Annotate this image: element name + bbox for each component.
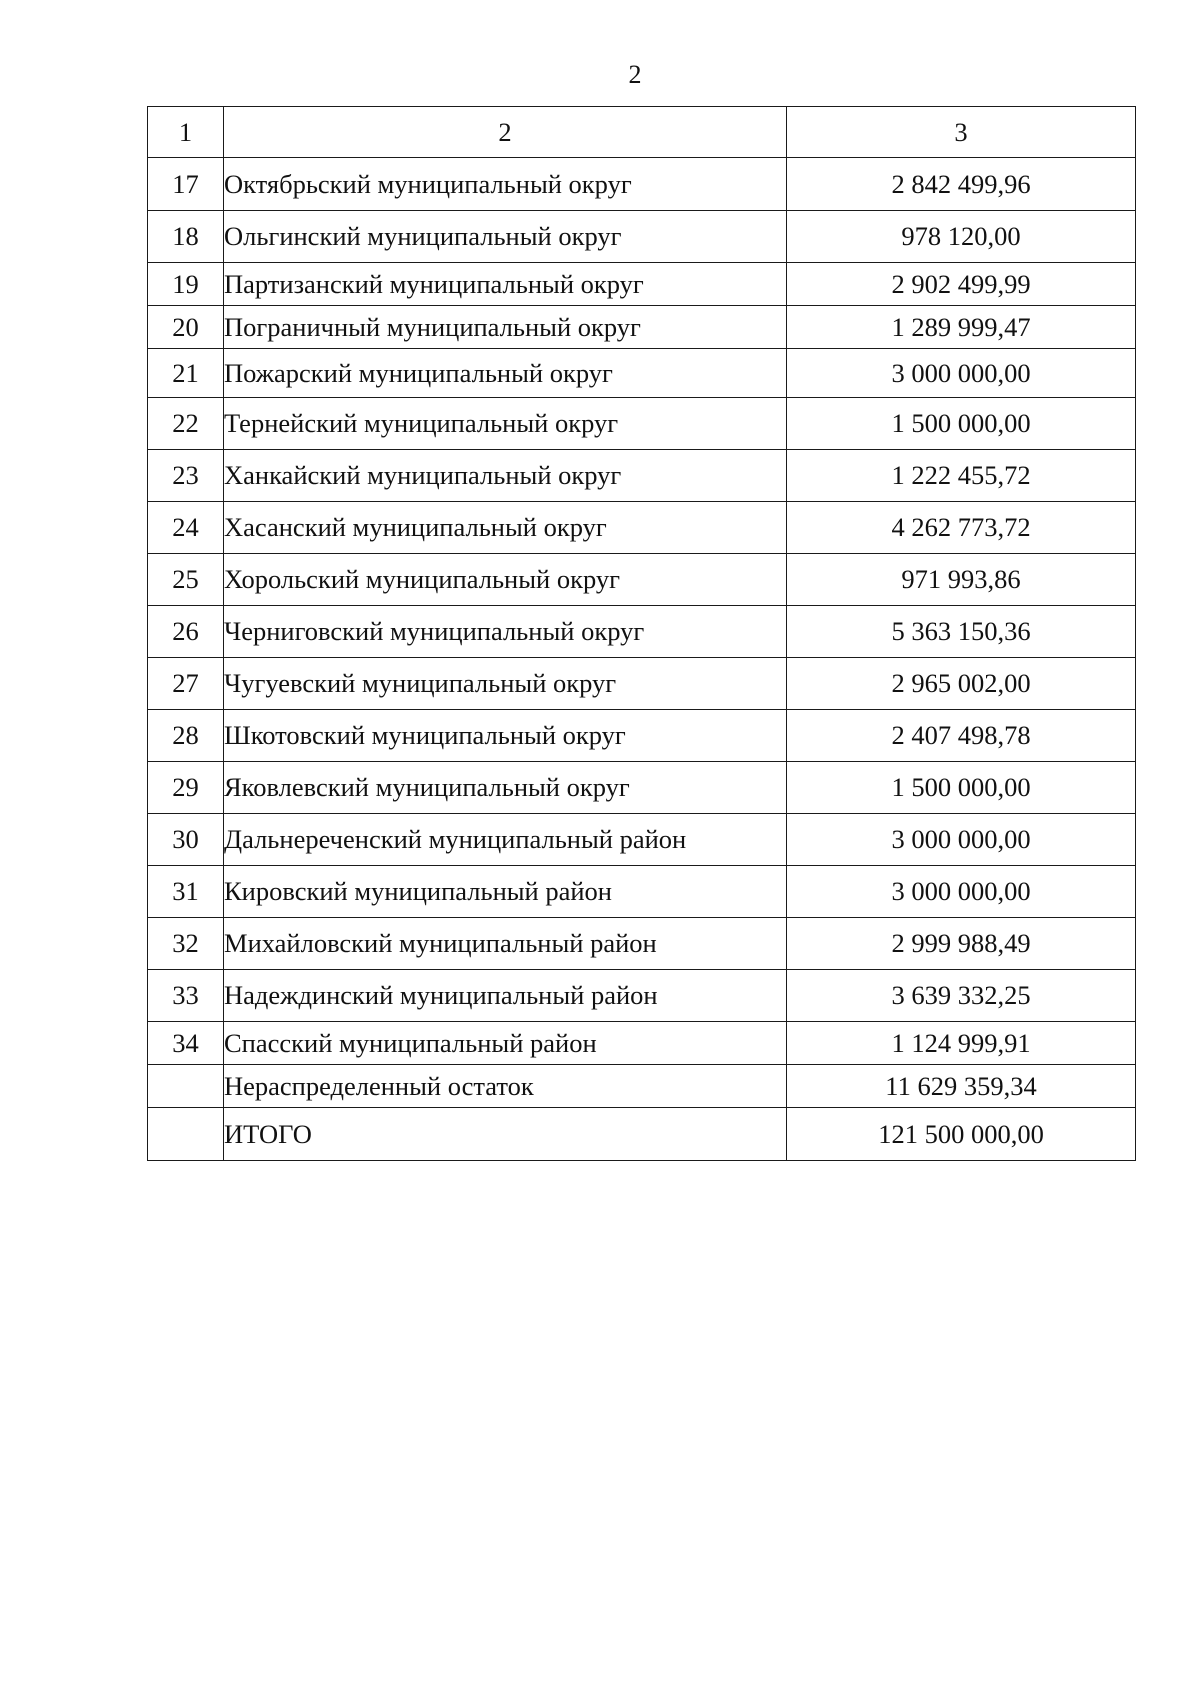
row-municipality: Хорольский муниципальный округ	[224, 554, 787, 606]
row-number: 22	[148, 398, 224, 450]
row-total-amount: 121 500 000,00	[787, 1108, 1136, 1161]
row-number: 32	[148, 918, 224, 970]
table-row	[148, 158, 1136, 211]
row-number: 34	[148, 1022, 224, 1065]
row-municipality: Михайловский муниципальный район	[224, 918, 787, 970]
header-col-1: 1	[148, 107, 224, 158]
table-row	[148, 970, 1136, 1022]
table-row	[148, 306, 1136, 349]
table-row-unallocated	[148, 1065, 1136, 1108]
row-amount: 3 000 000,00	[787, 866, 1136, 918]
row-number	[148, 1108, 224, 1161]
row-municipality: Хасанский муниципальный округ	[224, 502, 787, 554]
row-number: 30	[148, 814, 224, 866]
table-row	[148, 263, 1136, 306]
row-total-label: ИТОГО	[224, 1108, 787, 1161]
row-amount: 2 902 499,99	[787, 263, 1136, 306]
table-row	[148, 658, 1136, 710]
row-amount: 2 407 498,78	[787, 710, 1136, 762]
row-number	[148, 1065, 224, 1108]
table-row	[148, 502, 1136, 554]
table-row	[148, 762, 1136, 814]
row-municipality: Дальнереченский муниципальный район	[224, 814, 787, 866]
table-row	[148, 866, 1136, 918]
row-number: 29	[148, 762, 224, 814]
table-row	[148, 814, 1136, 866]
row-amount: 1 289 999,47	[787, 306, 1136, 349]
row-number: 33	[148, 970, 224, 1022]
row-amount: 971 993,86	[787, 554, 1136, 606]
row-amount: 978 120,00	[787, 211, 1136, 263]
header-col-2: 2	[224, 107, 787, 158]
row-amount: 3 000 000,00	[787, 349, 1136, 398]
table-row	[148, 398, 1136, 450]
row-municipality: Октябрьский муниципальный округ	[224, 158, 787, 211]
row-number: 24	[148, 502, 224, 554]
row-municipality: Спасский муниципальный район	[224, 1022, 787, 1065]
row-amount: 2 965 002,00	[787, 658, 1136, 710]
row-municipality: Шкотовский муниципальный округ	[224, 710, 787, 762]
page-number: 2	[628, 60, 642, 89]
row-number: 20	[148, 306, 224, 349]
row-amount: 1 500 000,00	[787, 398, 1136, 450]
row-amount: 1 124 999,91	[787, 1022, 1136, 1065]
row-unallocated-label: Нераспределенный остаток	[224, 1065, 787, 1108]
row-amount: 3 000 000,00	[787, 814, 1136, 866]
row-amount: 1 500 000,00	[787, 762, 1136, 814]
table-row	[148, 211, 1136, 263]
table-row	[148, 450, 1136, 502]
row-number: 26	[148, 606, 224, 658]
table-row-total	[148, 1108, 1136, 1161]
row-number: 21	[148, 349, 224, 398]
table-row	[148, 918, 1136, 970]
row-number: 27	[148, 658, 224, 710]
row-number: 31	[148, 866, 224, 918]
table-row	[148, 606, 1136, 658]
row-number: 18	[148, 211, 224, 263]
row-municipality: Ольгинский муниципальный округ	[224, 211, 787, 263]
row-municipality: Кировский муниципальный район	[224, 866, 787, 918]
table-row	[148, 554, 1136, 606]
row-number: 28	[148, 710, 224, 762]
row-municipality: Чугуевский муниципальный округ	[224, 658, 787, 710]
table-row	[148, 349, 1136, 398]
row-municipality: Черниговский муниципальный округ	[224, 606, 787, 658]
row-amount: 2 999 988,49	[787, 918, 1136, 970]
row-unallocated-amount: 11 629 359,34	[787, 1065, 1136, 1108]
row-amount: 1 222 455,72	[787, 450, 1136, 502]
row-municipality: Пограничный муниципальный округ	[224, 306, 787, 349]
row-amount: 3 639 332,25	[787, 970, 1136, 1022]
row-municipality: Тернейский муниципальный округ	[224, 398, 787, 450]
row-amount: 4 262 773,72	[787, 502, 1136, 554]
row-amount: 5 363 150,36	[787, 606, 1136, 658]
table-row	[148, 710, 1136, 762]
row-number: 19	[148, 263, 224, 306]
row-number: 25	[148, 554, 224, 606]
row-municipality: Яковлевский муниципальный округ	[224, 762, 787, 814]
allocation-table	[147, 106, 1136, 1161]
header-col-3: 3	[787, 107, 1136, 158]
row-municipality: Партизанский муниципальный округ	[224, 263, 787, 306]
row-number: 23	[148, 450, 224, 502]
row-municipality: Ханкайский муниципальный округ	[224, 450, 787, 502]
table-row	[148, 1022, 1136, 1065]
row-amount: 2 842 499,96	[787, 158, 1136, 211]
row-number: 17	[148, 158, 224, 211]
row-municipality: Пожарский муниципальный округ	[224, 349, 787, 398]
table-header-row	[148, 107, 1136, 158]
row-municipality: Надеждинский муниципальный район	[224, 970, 787, 1022]
